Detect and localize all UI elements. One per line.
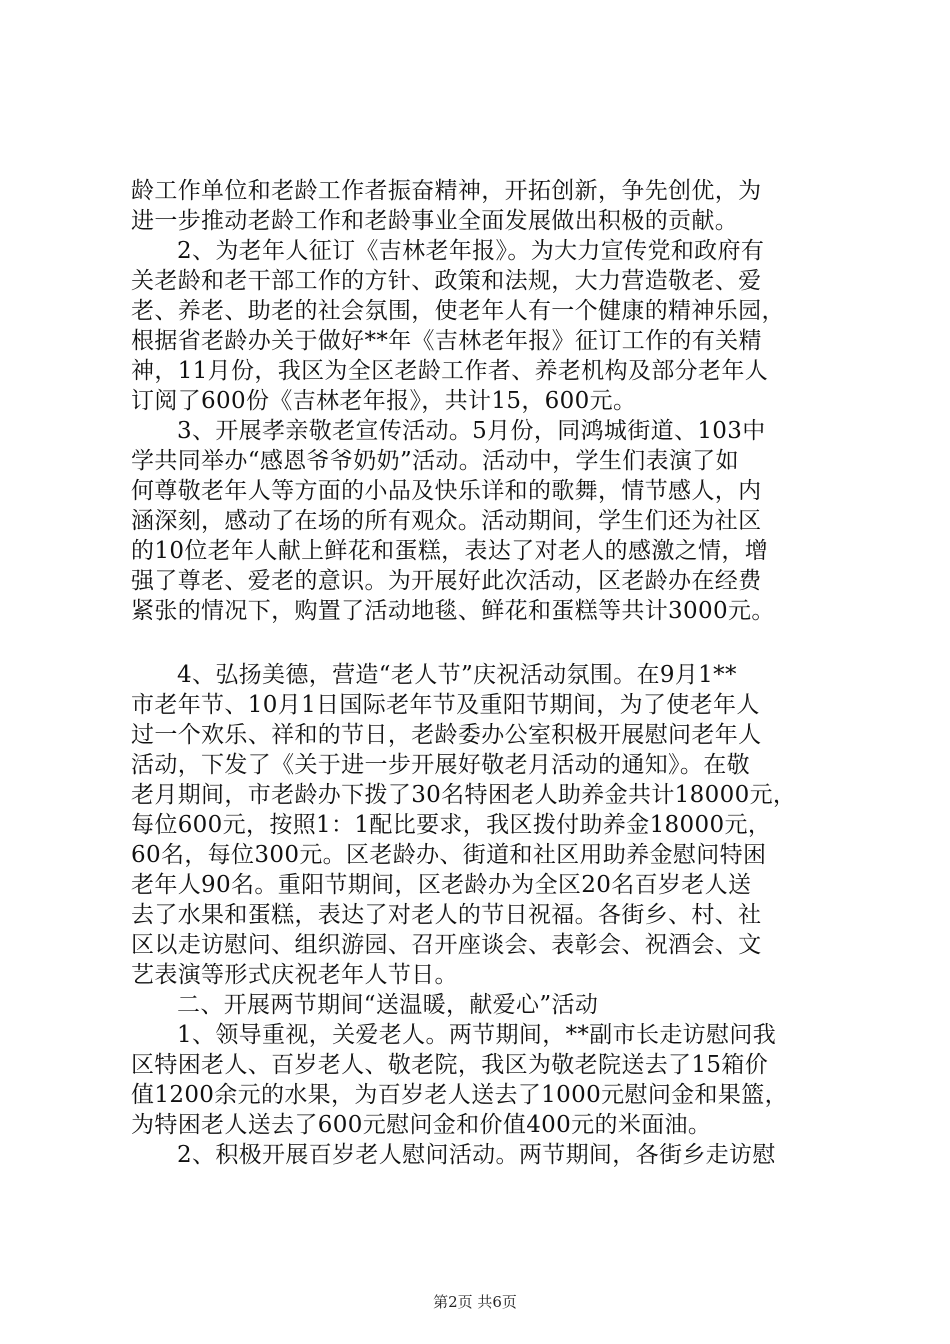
text-line: 订阅了600份《吉林老年报》，共计15，600元。: [131, 388, 637, 414]
text-line: 每位600元，按照1：1配比要求，我区拨付助养金18000元，: [131, 812, 772, 838]
text-line: 何尊敬老年人等方面的小品及快乐详和的歌舞，情节感人，内: [131, 478, 762, 504]
text-line: 龄工作单位和老龄工作者振奋精神，开拓创新，争先创优，为: [131, 178, 762, 204]
text-line: 强了尊老、爱老的意识。为开展好此次活动，区老龄办在经费: [131, 568, 762, 594]
text-line: 涵深刻，感动了在场的所有观众。活动期间，学生们还为社区: [131, 508, 762, 534]
text-line: 神，11月份，我区为全区老龄工作者、养老机构及部分老年人: [131, 358, 769, 384]
text-line: 区以走访慰问、组织游园、召开座谈会、表彰会、祝酒会、文: [131, 932, 762, 958]
document-body: [131, 176, 831, 1170]
text-line: 艺表演等形式庆祝老年人节日。: [131, 962, 458, 988]
text-line: 去了水果和蛋糕，表达了对老人的节日祝福。各街乡、村、社: [131, 902, 762, 928]
text-line: 区特困老人、百岁老人、敬老院，我区为敬老院送去了15箱价: [131, 1052, 769, 1078]
text-line: 紧张的情况下，购置了活动地毯、鲜花和蛋糕等共计3000元。: [131, 598, 775, 624]
paragraph-start: 2、积极开展百岁老人慰问活动。两节期间，各街乡走访慰: [177, 1142, 776, 1168]
text-line: 根据省老龄办关于做好**年《吉林老年报》征订工作的有关精: [131, 328, 762, 354]
text-line: 的10位老年人献上鲜花和蛋糕，表达了对老人的感激之情，增: [131, 538, 769, 564]
text-line: 为特困老人送去了600元慰问金和价值400元的米面油。: [131, 1112, 712, 1138]
text-line: 值1200余元的水果，为百岁老人送去了1000元慰问金和果篮，: [131, 1082, 788, 1108]
text-line: 活动，下发了《关于进一步开展好敬老月活动的通知》。在敬: [131, 752, 750, 778]
text-line: 进一步推动老龄工作和老龄事业全面发展做出积极的贡献。: [131, 208, 739, 234]
text-line: 关老龄和老干部工作的方针、政策和法规，大力营造敬老、爱: [131, 268, 762, 294]
text-line: 老年人90名。重阳节期间，区老龄办为全区20名百岁老人送: [131, 872, 752, 898]
paragraph-gap: [131, 626, 831, 660]
paragraph-start: 2、为老年人征订《吉林老年报》。为大力宣传党和政府有: [177, 238, 765, 264]
paragraph-start: 3、开展孝亲敬老宣传活动。5月份，同鸿城街道、103中: [177, 418, 766, 444]
text-line: 老月期间，市老龄办下拨了30名特困老人助养金共计18000元，: [131, 782, 797, 808]
paragraph-start: 4、弘扬美德，营造“老人节”庆祝活动氛围。在9月1**: [177, 662, 737, 688]
text-line: 学共同举办“感恩爷爷奶奶”活动。活动中，学生们表演了如: [131, 448, 739, 474]
text-line: 60名，每位300元。区老龄办、街道和社区用助养金慰问特困: [131, 842, 767, 868]
text-line: 过一个欢乐、祥和的节日，老龄委办公室积极开展慰问老年人: [131, 722, 762, 748]
paragraph-start: 1、领导重视，关爱老人。两节期间，**副市长走访慰问我: [177, 1022, 777, 1048]
page-footer: 第2页 共6页: [433, 1293, 517, 1311]
text-line: 老、养老、助老的社会氛围，使老年人有一个健康的精神乐园，: [131, 298, 785, 324]
text-line: 市老年节、10月1日国际老年节及重阳节期间，为了使老年人: [131, 692, 760, 718]
section-heading: 二、开展两节期间“送温暖，献爱心”活动: [177, 992, 599, 1018]
